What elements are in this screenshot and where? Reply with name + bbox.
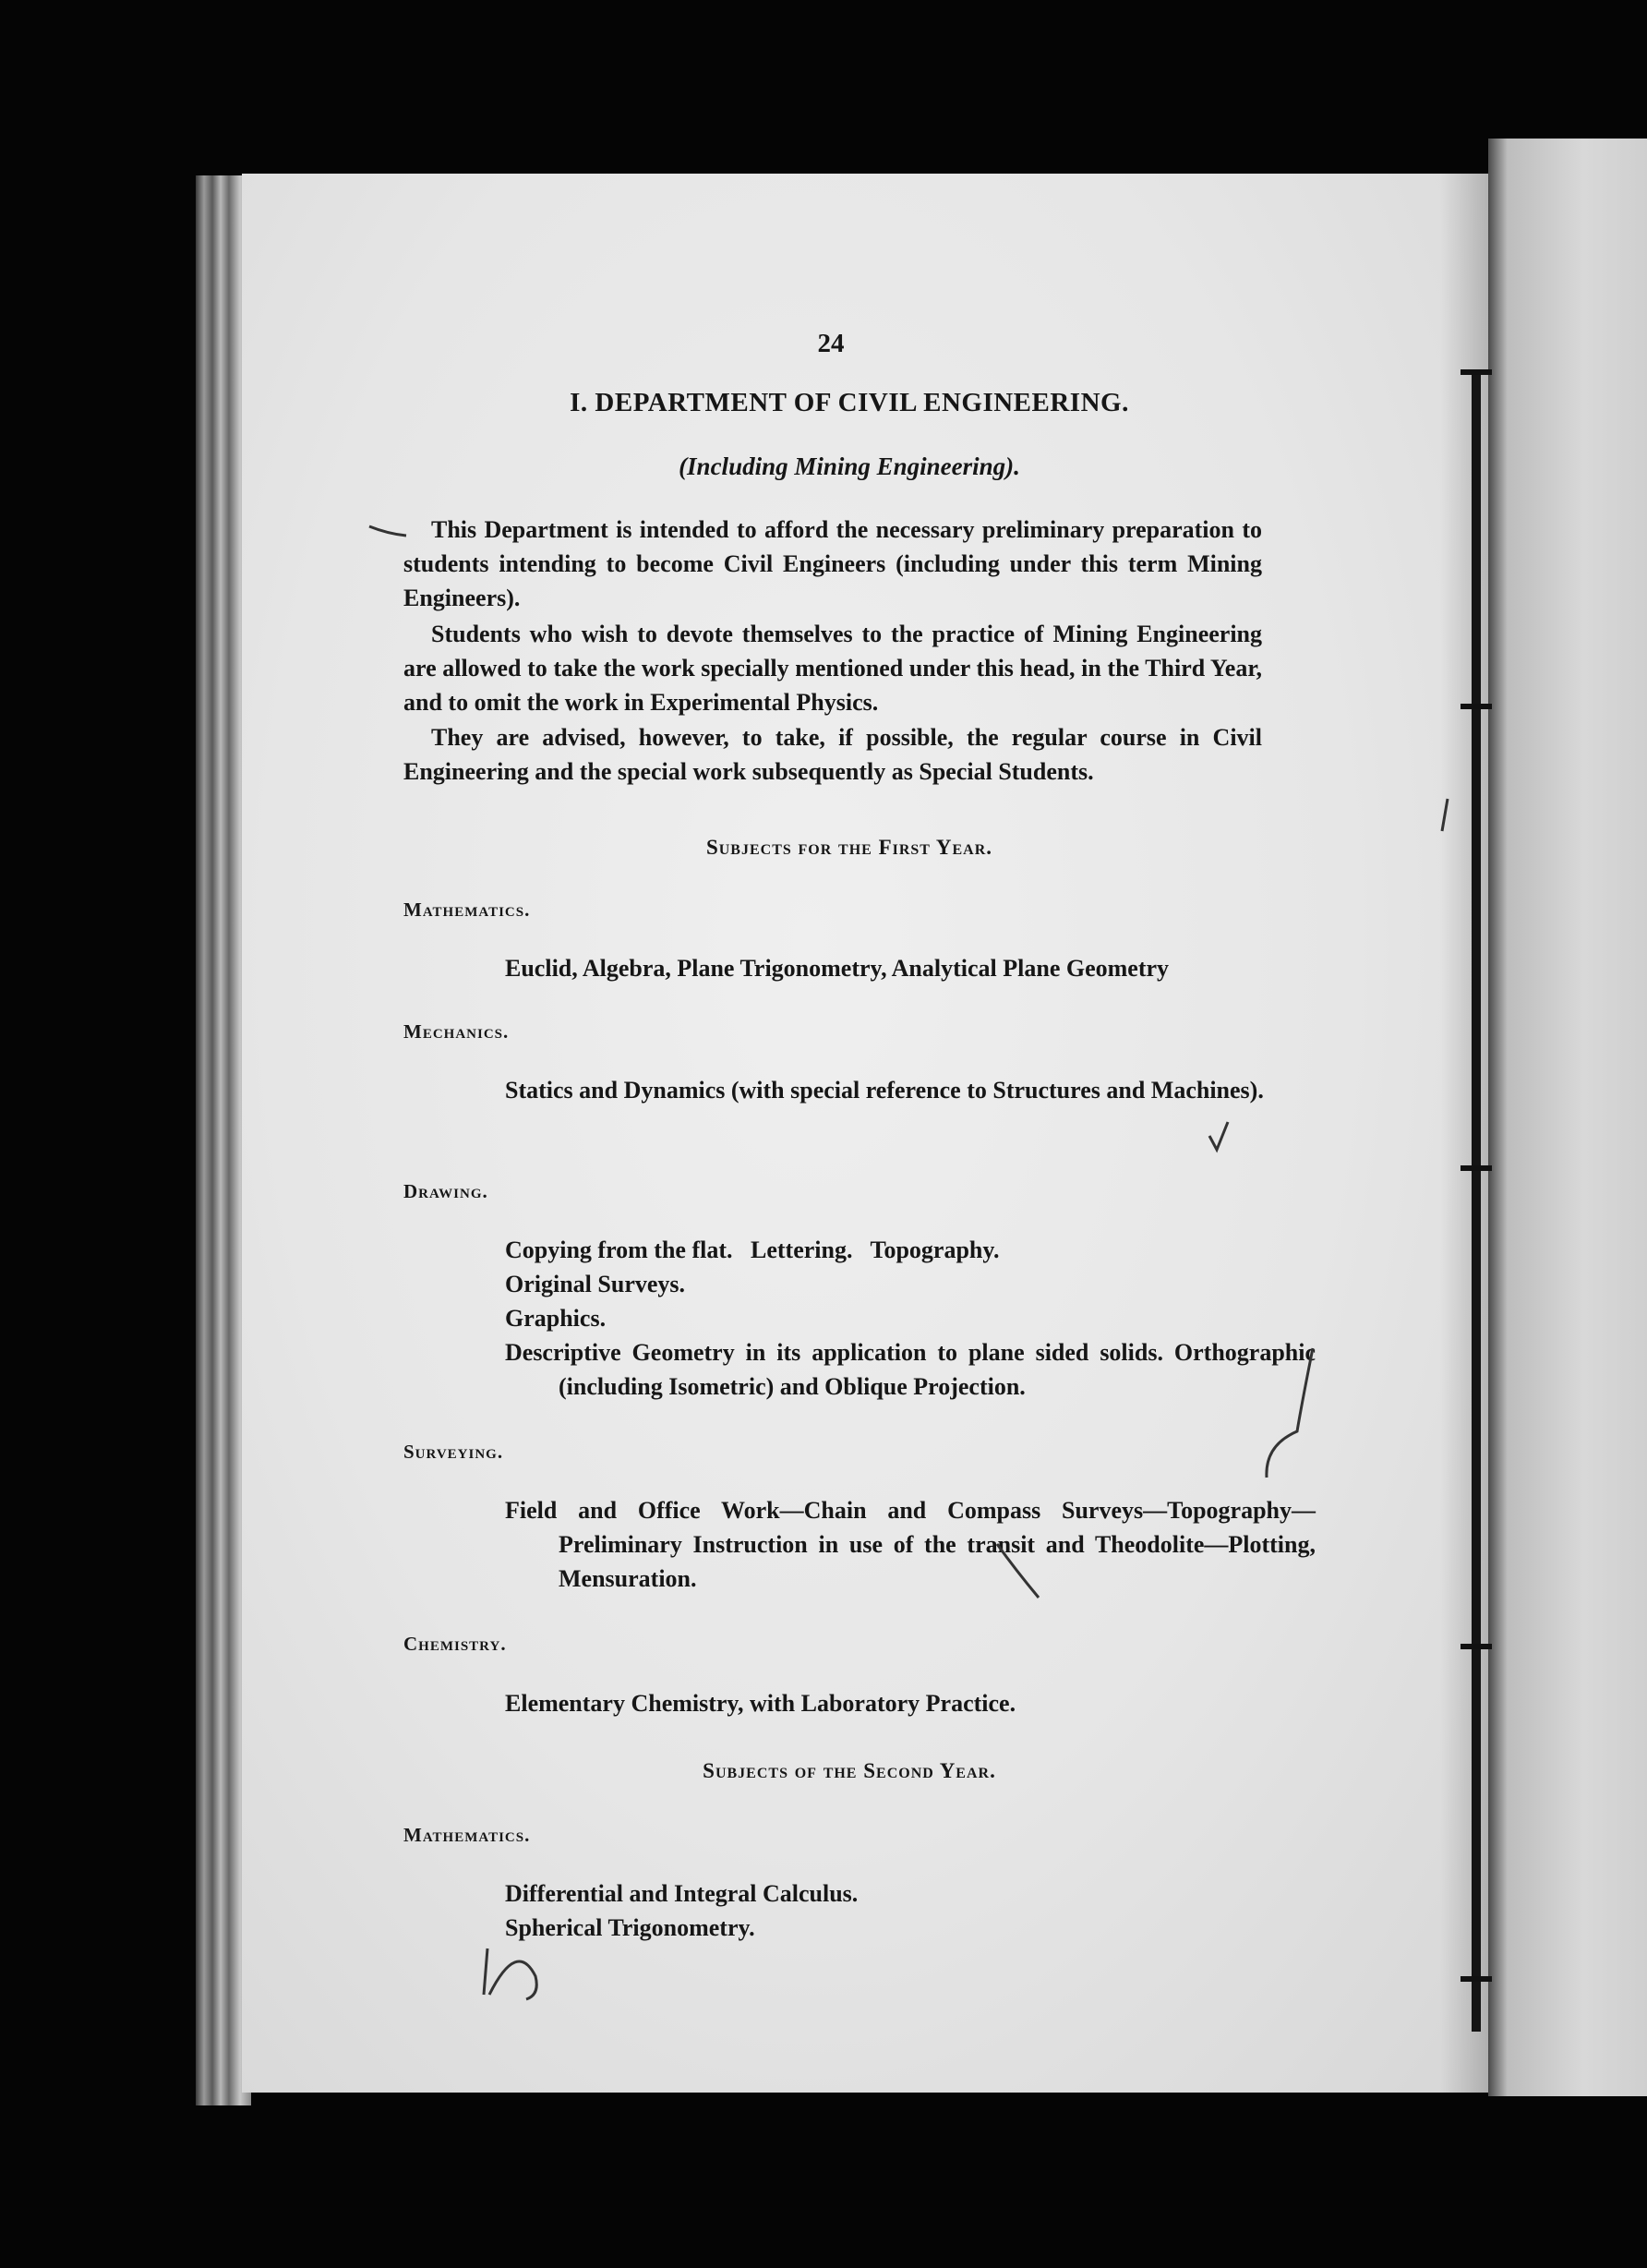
department-subtitle: (Including Mining Engineering). [679,452,1020,480]
subject-surveying: Surveying. [403,1441,504,1463]
department-title: I. DEPARTMENT OF CIVIL ENGINEERING. [570,388,1129,417]
subject-mechanics: Mechanics. [403,1020,510,1043]
mining-paragraph-text: Students who wish to devote themselves to the practice of Mining Engineering are allowed to take the work specially mentioned under this head, in the Third Year, and to omit the work in Experimental Physics. [403,621,1262,716]
subject-chemistry: Chemistry. [403,1633,507,1655]
subject-mathematics-second: Mathematics. [403,1824,531,1846]
mathematics-item: Euclid, Algebra, Plane Trigonometry, Analytical Plane Geometry [505,955,1170,982]
subject-mathematics: Mathematics. [403,899,531,921]
subject-drawing: Drawing. [403,1180,488,1202]
advice-paragraph-text: They are advised, however, to take, if possible, the regular course in Civil Engineering and the special work subsequently as Special Students. [403,724,1262,785]
drawing-item: Copying from the flat. Lettering. Topography. [505,1237,1000,1263]
second-year-heading: Subjects of the Second Year. [703,1759,996,1782]
drawing-item: Original Surveys. [505,1271,686,1297]
drawing-item: Graphics. [505,1305,607,1332]
drawing-item: Descriptive Geometry in its application to plane sided solids. Orthographic (including Isometric) and Oblique Projection. [505,1339,1316,1400]
intro-paragraph-text: This Department is intended to afford the necessary preliminary preparation to students intending to become Civil Engineers (including under this term Mining Engineers). [403,516,1262,611]
mathematics-second-item: Spherical Trigonometry. [505,1914,755,1941]
chemistry-item: Elementary Chemistry, with Laboratory Practice. [505,1690,1016,1717]
mathematics-second-item: Differential and Integral Calculus. [505,1880,859,1907]
page-number: 24 [817,329,845,358]
first-year-heading: Subjects for the First Year. [705,836,993,859]
surveying-item: Field and Office Work—Chain and Compass Surveys—Topography—Preliminary Instruction in use of the transit and Theodolite—Plotting, Mensuration. [505,1497,1316,1592]
mechanics-item: Statics and Dynamics (with special reference to Structures and Machines). [505,1077,1264,1104]
